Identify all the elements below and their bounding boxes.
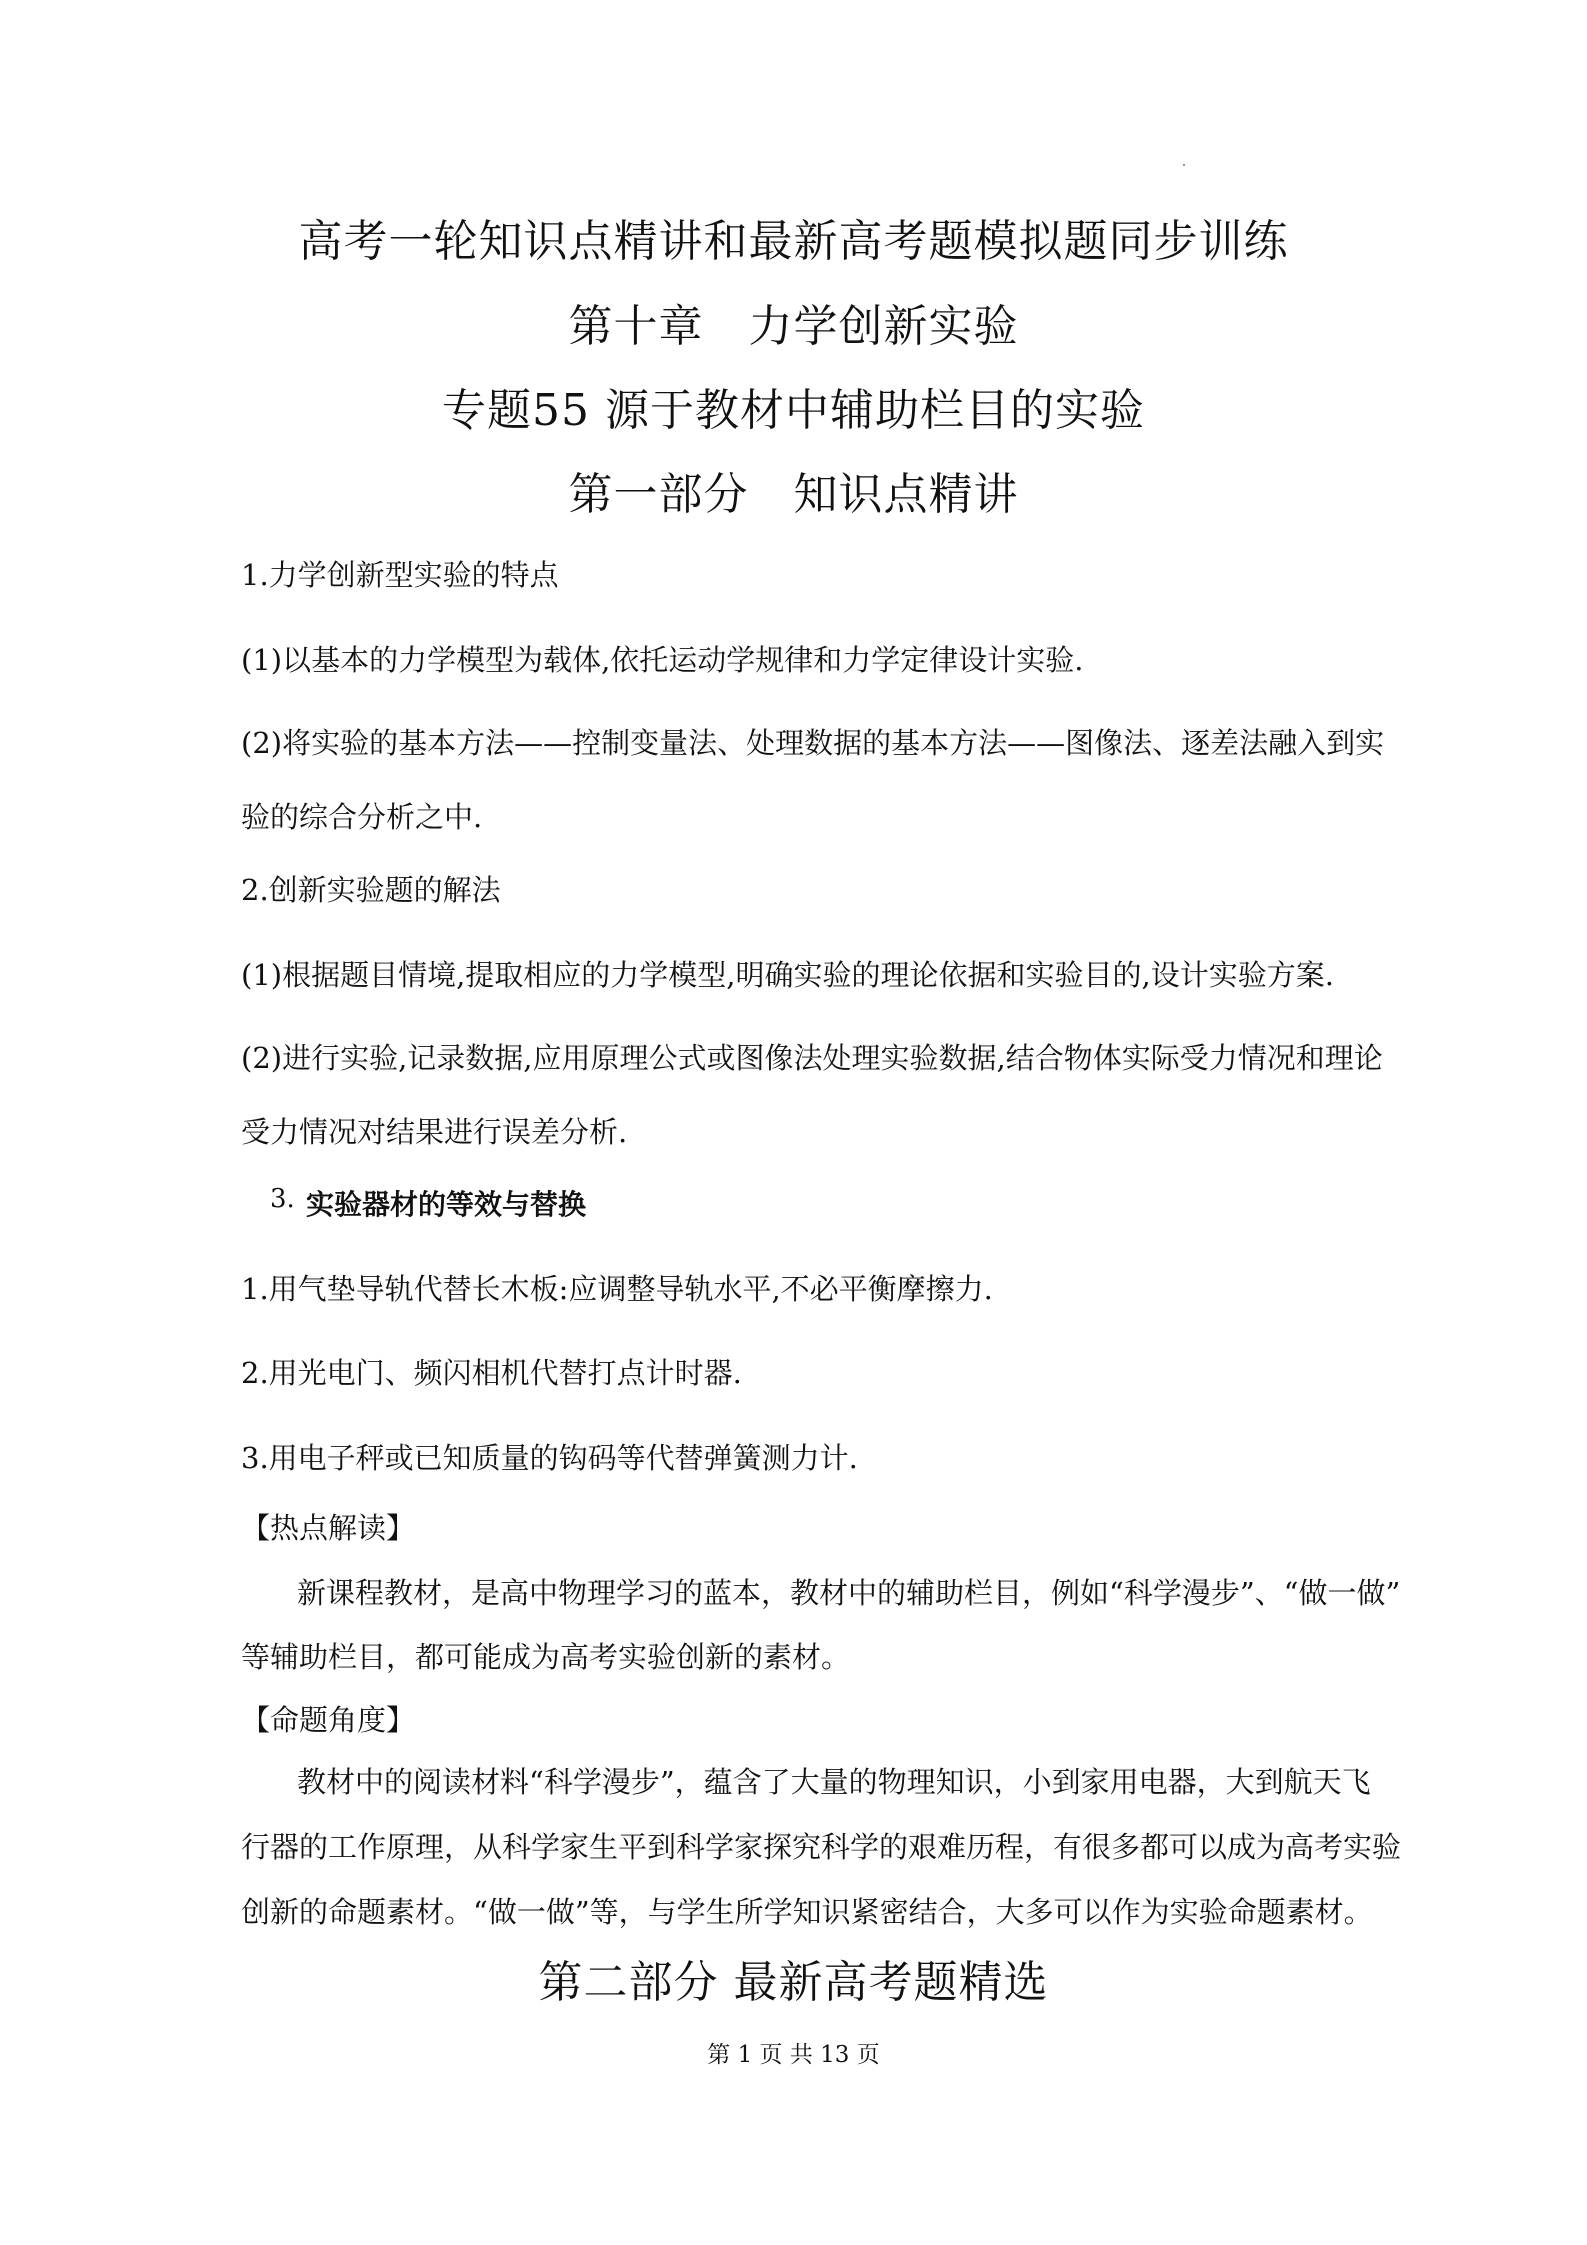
hot-reading-line2: 等辅助栏目，都可能成为高考实验创新的素材。 xyxy=(241,1640,851,1674)
section3-item3: 3.用电子秤或已知质量的钩码等代替弹簧测力计. xyxy=(241,1441,858,1475)
angle-line1: 教材中的阅读材料“科学漫步”，蕴含了大量的物理知识，小到家用电器，大到航天飞 xyxy=(297,1765,1371,1799)
angle-label: 【命题角度】 xyxy=(241,1703,416,1737)
section1-item2-line1: (2)将实验的基本方法——控制变量法、处理数据的基本方法——图像法、逐差法融入到实 xyxy=(241,726,1385,760)
part1-title: 第一部分 知识点精讲 xyxy=(568,469,1019,520)
topic-title: 专题55 源于教材中辅助栏目的实验 xyxy=(442,385,1145,436)
angle-line3: 创新的命题素材。“做一做”等，与学生所学知识紧密结合，大多可以作为实验命题素材。 xyxy=(241,1895,1373,1929)
hot-reading-line1: 新课程教材，是高中物理学习的蓝本，教材中的辅助栏目，例如“科学漫步”、“做一做” xyxy=(297,1576,1401,1610)
section1-item2-line2: 验的综合分析之中. xyxy=(241,800,483,834)
section2-heading: 2.创新实验题的解法 xyxy=(241,873,501,907)
chapter-title: 第十章 力学创新实验 xyxy=(568,301,1019,352)
section1-item1: (1)以基本的力学模型为载体,依托运动学规律和力学定律设计实验. xyxy=(241,643,1084,677)
section2-item1: (1)根据题目情境,提取相应的力学模型,明确实验的理论依据和实验目的,设计实验方案. xyxy=(241,958,1334,992)
section3-heading: 实验器材的等效与替换 xyxy=(306,1188,587,1221)
angle-line2: 行器的工作原理，从科学家生平到科学家探究科学的艰难历程，有很多都可以成为高考实验 xyxy=(241,1830,1402,1864)
hot-reading-label: 【热点解读】 xyxy=(241,1511,416,1545)
part2-title: 第二部分 最新高考题精选 xyxy=(538,1957,1049,2008)
section2-item2-line2: 受力情况对结果进行误差分析. xyxy=(241,1115,628,1149)
section1-heading: 1.力学创新型实验的特点 xyxy=(241,558,559,592)
series-title: 高考一轮知识点精讲和最新高考题模拟题同步训练 xyxy=(298,216,1289,267)
section2-item2-line1: (2)进行实验,记录数据,应用原理公式或图像法处理实验数据,结合物体实际受力情况和理论 xyxy=(241,1041,1383,1075)
scan-speck xyxy=(1183,164,1185,166)
section3-number: 3. xyxy=(270,1184,295,1214)
section3-item1: 1.用气垫导轨代替长木板:应调整导轨水平,不必平衡摩擦力. xyxy=(241,1272,993,1306)
section3-item2: 2.用光电门、频闪相机代替打点计时器. xyxy=(241,1356,742,1390)
page-footer: 第 1 页 共 13 页 xyxy=(707,2042,880,2068)
